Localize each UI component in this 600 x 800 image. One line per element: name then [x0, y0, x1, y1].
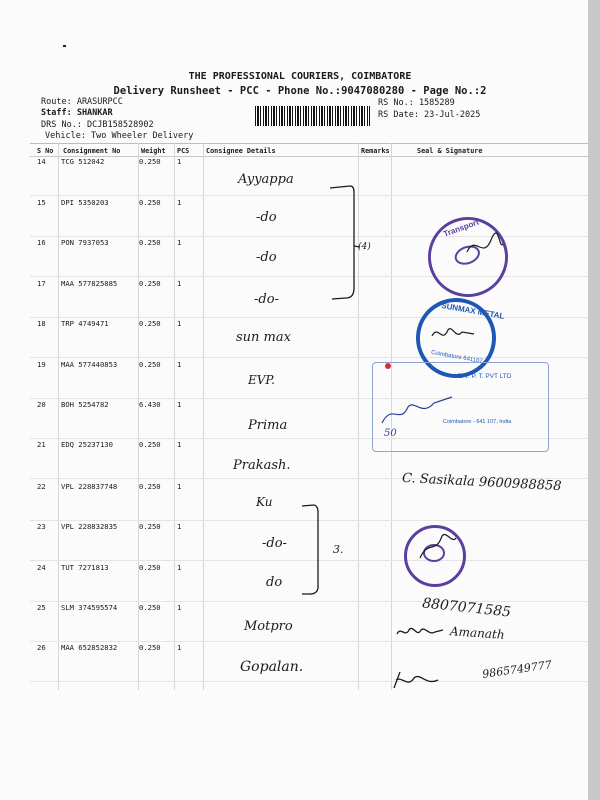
- col-divider: [58, 143, 59, 690]
- scan-dust: [63, 45, 66, 47]
- row-pcs: 1: [177, 238, 182, 247]
- lower-signature-mark: [416, 528, 460, 568]
- handwritten-consignee: Prima: [248, 418, 288, 433]
- row-weight: 0.250: [139, 157, 161, 166]
- rs-date: RS Date: 23-Jul-2025: [378, 110, 481, 120]
- barcode: [255, 106, 370, 126]
- col-header-consignment: Consignment No: [63, 147, 121, 155]
- signature-scribble-1: [395, 622, 445, 642]
- signature-scribble-2: [390, 668, 442, 694]
- sunmax-signature-mark: [430, 320, 476, 346]
- row-consignment: VPL 228832835: [61, 522, 118, 531]
- staff-label: Staff: SHANKAR: [41, 108, 113, 118]
- col-header-consignee: Consignee Details: [206, 147, 276, 155]
- route-label: Route: ARASURPCC: [41, 97, 123, 107]
- handwritten-consignee: Motpro: [244, 619, 293, 634]
- handwritten-consignee: Ku: [256, 495, 273, 509]
- row-consignment: PON 7937053: [61, 238, 109, 247]
- col-header-weight: Weight: [141, 147, 166, 155]
- row-sno: 20: [37, 400, 46, 409]
- row-sno: 19: [37, 360, 46, 369]
- row-pcs: 1: [177, 360, 182, 369]
- evp-stamp-company: E.V. P. T. PVT LTD: [458, 373, 512, 380]
- handwritten-consignee: do: [266, 575, 283, 590]
- runsheet-subtitle: Delivery Runsheet - PCC - Phone No.:9047080280 - Page No.:2: [113, 85, 487, 97]
- row-weight: 0.250: [139, 603, 161, 612]
- handwritten-consignee: -do-: [254, 292, 279, 307]
- table-header-rule: [30, 156, 590, 157]
- row-consignment: MAA 577440853: [61, 360, 118, 369]
- vehicle-label: Vehicle: Two Wheeler Delivery: [45, 131, 194, 141]
- handwritten-consignee: Gopalan.: [240, 659, 304, 675]
- signature-name-1: Amanath: [449, 624, 506, 642]
- row-consignment: MAA 577825885: [61, 279, 118, 288]
- col-header-seal: Seal & Signature: [417, 147, 483, 155]
- table-top-rule: [30, 143, 590, 144]
- rs-number: RS No.: 1585289: [378, 98, 455, 108]
- row-weight: 0.250: [139, 198, 161, 207]
- col-header-remarks: Remarks: [361, 147, 390, 155]
- row-sno: 22: [37, 482, 46, 491]
- row-divider: [30, 317, 590, 318]
- row-weight: 0.250: [139, 440, 161, 449]
- row-sno: 17: [37, 279, 46, 288]
- row-sno: 25: [37, 603, 46, 612]
- col-header-sno: S No: [37, 147, 54, 155]
- row-divider: [30, 357, 590, 358]
- row-pcs: 1: [177, 198, 182, 207]
- row-consignment: TRP 4749471: [61, 319, 109, 328]
- row-weight: 0.250: [139, 522, 161, 531]
- row-pcs: 1: [177, 603, 182, 612]
- sunmax-stamp-name: SUNMAX METAL: [440, 301, 506, 321]
- sunmax-stamp-city: Coimbatore 641107: [430, 349, 484, 365]
- page-scan-edge: [588, 0, 600, 800]
- evp-stamp-city: Coimbatore - 641 107, India: [443, 419, 512, 425]
- row-pcs: 1: [177, 319, 182, 328]
- row-pcs: 1: [177, 522, 182, 531]
- row-pcs: 1: [177, 563, 182, 572]
- row-pcs: 1: [177, 643, 182, 652]
- row-divider: [30, 276, 590, 277]
- signature-sasikala: C. Sasikala 9600988858: [401, 470, 562, 495]
- col-header-pcs: PCS: [177, 147, 190, 155]
- handwritten-consignee: sun max: [236, 330, 291, 345]
- row-pcs: 1: [177, 440, 182, 449]
- row-weight: 0.250: [139, 238, 161, 247]
- row-consignment: VPL 228837748: [61, 482, 118, 491]
- col-divider: [203, 143, 204, 690]
- row-divider: [30, 641, 590, 642]
- row-consignment: TCG 512042: [61, 157, 105, 166]
- row-weight: 0.250: [139, 319, 161, 328]
- bracket-2-count: 3.: [333, 543, 344, 556]
- row-sno: 23: [37, 522, 46, 531]
- handwritten-consignee: -do: [256, 210, 277, 225]
- signature-phone-2: 9865749777: [481, 658, 553, 681]
- row-weight: 0.250: [139, 482, 161, 491]
- transport-signature-mark: [465, 232, 505, 262]
- row-divider: [30, 681, 590, 682]
- col-divider: [174, 143, 175, 690]
- transport-stamp-text: Transport: [442, 217, 481, 239]
- row-consignment: EDQ 25237130: [61, 440, 113, 449]
- row-consignment: TUT 7271813: [61, 563, 109, 572]
- row-sno: 21: [37, 440, 46, 449]
- row-divider: [30, 195, 590, 196]
- row-weight: 0.250: [139, 360, 161, 369]
- handwritten-consignee: Ayyappa: [238, 172, 294, 187]
- company-title: THE PROFESSIONAL COURIERS, COIMBATORE: [188, 71, 412, 82]
- handwritten-consignee: -do-: [262, 536, 287, 551]
- row-consignment: SLM 374595574: [61, 603, 118, 612]
- handwritten-consignee: Prakash.: [233, 458, 291, 473]
- signature-phone-1: 8807071585: [421, 595, 512, 621]
- row-consignment: MAA 652852832: [61, 643, 118, 652]
- drs-number: DRS No.: DCJB158528902: [41, 120, 154, 130]
- row-pcs: 1: [177, 279, 182, 288]
- evp-note: 50: [384, 428, 397, 439]
- row-pcs: 1: [177, 157, 182, 166]
- row-weight: 0.250: [139, 563, 161, 572]
- row-sno: 16: [37, 238, 46, 247]
- red-ink-mark: [385, 363, 391, 369]
- handwritten-consignee: EVP.: [248, 373, 275, 387]
- row-sno: 18: [37, 319, 46, 328]
- row-sno: 15: [37, 198, 46, 207]
- handwritten-consignee: -do: [256, 250, 277, 265]
- row-consignment: BOH 5254782: [61, 400, 109, 409]
- row-consignment: DPI 5350203: [61, 198, 109, 207]
- row-sno: 24: [37, 563, 46, 572]
- row-weight: 0.250: [139, 279, 161, 288]
- row-pcs: 1: [177, 400, 182, 409]
- row-weight: 0.250: [139, 643, 161, 652]
- row-weight: 6.430: [139, 400, 161, 409]
- row-sno: 26: [37, 643, 46, 652]
- row-divider: [30, 236, 590, 237]
- row-sno: 14: [37, 157, 46, 166]
- evp-signature-mark: [378, 393, 458, 433]
- bracket-1-count: (4): [358, 242, 371, 252]
- row-pcs: 1: [177, 482, 182, 491]
